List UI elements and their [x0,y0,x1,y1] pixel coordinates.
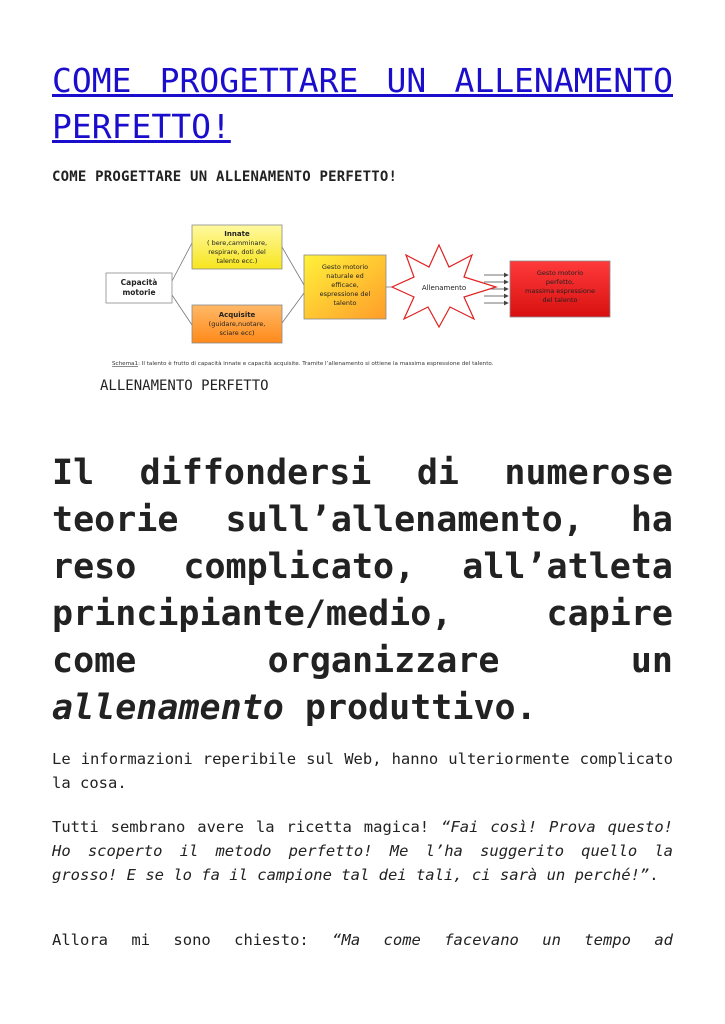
star-label: Allenamento [421,284,467,292]
talent-diagram [104,215,614,375]
box-gesto-perfetto [510,261,610,317]
box-finale-line1: Gesto motorio [536,269,584,277]
box-gesto-line4: espressione del [319,290,371,298]
schema-label: Schema1 [112,361,139,367]
paragraph-1: Le informazioni reperibile sul Web, hanno ulteriormente complicato la cosa. [52,750,673,792]
box-acquisite-line3: sciare ecc) [219,329,255,337]
figure-caption: ALLENAMENTO PERFETTO [100,378,269,394]
box-acquisite-line1: Acquisite [218,311,256,319]
headline-part2: produttivo. [304,688,537,728]
box-gesto-line3: efficace, [331,281,359,289]
paragraph-2-end: . [649,866,659,884]
article-title-link[interactable]: COME PROGETTARE UN ALLENAMENTO PERFETTO! [52,61,673,146]
box-gesto-naturale [304,255,386,319]
paragraph-3-quote: “Ma come facevano un tempo ad [332,931,673,949]
paragraph-3-plain: Allora mi sono chiesto: [52,931,309,949]
box-gesto-line2: naturale ed [326,272,364,280]
box-gesto-line1: Gesto motorio [321,263,369,271]
box-capacita-line1: Capacità [120,278,158,287]
article-title [52,58,673,150]
box-innate-line3: respirare, doti del [208,248,266,256]
article-headline [52,450,673,732]
schema-text: : Il talento è frutto di capacità innate e capacità acquisite. Tramite l’allenamento si ottiene la massima espressione del talento. [138,361,494,367]
paragraph-2 [52,815,673,887]
paragraph-3 [52,928,673,952]
box-innate-line2: ( bere,camminare, [206,239,268,247]
schema-caption [112,360,494,367]
paragraph-2-plain: Tutti sembrano avere la ricetta magica! [52,818,430,836]
box-finale-line2: perfetto, [545,278,575,286]
box-innate [192,225,282,269]
box-innate-line1: Innate [224,230,250,238]
box-capacita [106,273,172,303]
headline-emphasis: allenamento [52,688,284,728]
box-gesto-line5: talento [333,299,357,307]
article-subtitle: COME PROGETTARE UN ALLENAMENTO PERFETTO! [52,169,398,185]
box-acquisite [192,305,282,343]
allenamento-starburst [392,245,496,327]
box-finale-line3: massima espressione [525,287,595,295]
box-capacita-line2: motorie [122,288,156,297]
paragraph-2-quote: “Fai così! Prova questo! Ho scoperto il metodo perfetto! Me l’ha suggerito quello la grosso! E se lo fa il campione tal dei tali, ci sarà un perché!” [52,818,673,884]
headline-part1: Il diffondersi di numerose teorie sull’allenamento, ha reso complicato, all’atleta principiante/medio, capire come organizzare un [52,453,673,681]
box-acquisite-line2: (guidare,nuotare, [208,320,266,328]
box-innate-line4: talento ecc.) [216,257,258,265]
box-finale-line4: del talento [542,296,578,304]
